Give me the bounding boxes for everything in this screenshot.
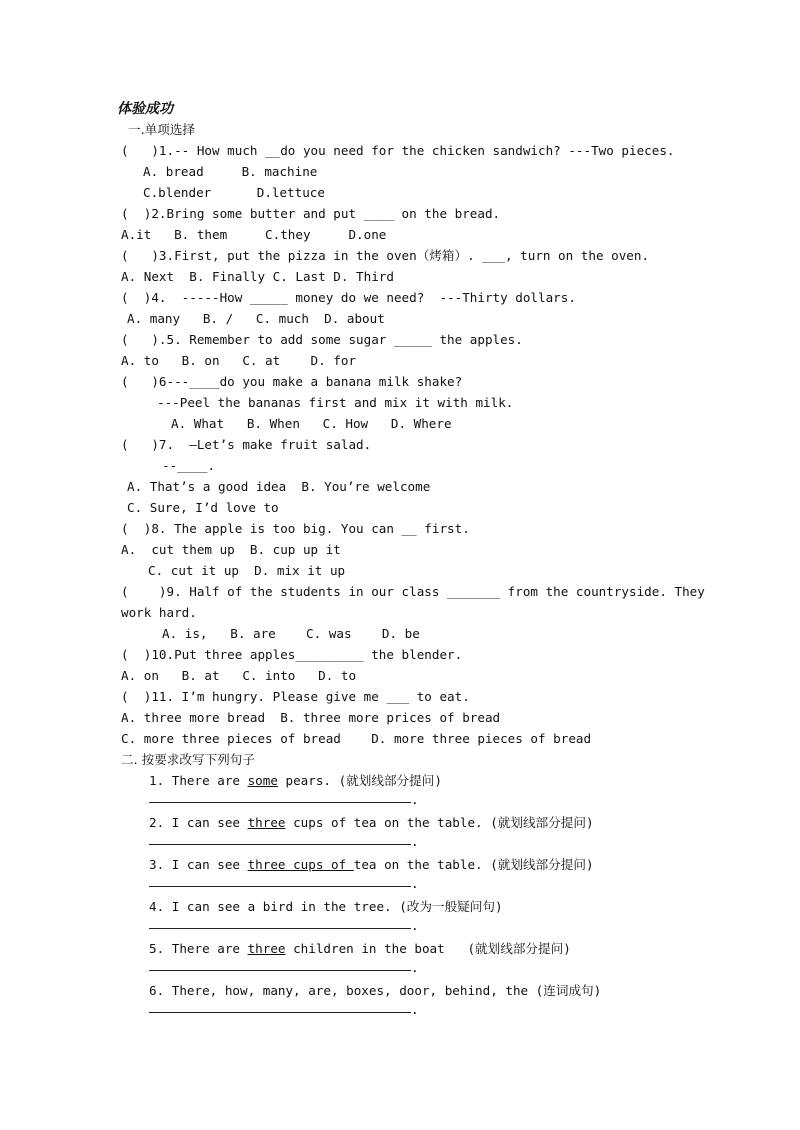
answer-period-1: . [411, 792, 419, 807]
q10-options: A. on B. at C. into D. to [121, 668, 357, 683]
answer-blank-6[interactable] [149, 1012, 411, 1013]
q11-options-b: C. more three pieces of bread D. more three pieces of bread [121, 731, 592, 746]
rewrite-item-5-underlined: three [247, 941, 286, 956]
answer-blank-4[interactable] [149, 928, 411, 929]
q3-question: ( )3.First, put the pizza in the oven（烤箱）. ___, turn on the oven. [121, 248, 650, 263]
q11-question: ( )11. I’m hungry. Please give me ___ to eat. [121, 689, 470, 704]
q4-options: A. many B. / C. much D. about [127, 311, 385, 326]
q9-question-cont: work hard. [121, 605, 197, 620]
q4-question: ( )4. -----How _____ money do we need? ---Thirty dollars. [121, 290, 576, 305]
q10-question: ( )10.Put three apples_________ the blender. [121, 647, 463, 662]
q2-options: A.it B. them C.they D.one [121, 227, 387, 242]
rewrite-item-1-pre: 1. There are [149, 773, 248, 788]
answer-period-2: . [411, 834, 419, 849]
answer-blank-2[interactable] [149, 844, 411, 845]
rewrite-item-3 [149, 857, 594, 873]
q8-options-b: C. cut it up D. mix it up [148, 563, 346, 578]
worksheet-title: 体验成功 [117, 101, 173, 117]
rewrite-item-2-post: cups of tea on the table. (就划线部分提问) [285, 815, 594, 830]
rewrite-item-3-post: tea on the table. (就划线部分提问) [353, 857, 594, 872]
answer-blank-3[interactable] [149, 886, 411, 887]
rewrite-item-5-pre: 5. There are [149, 941, 248, 956]
q11-options-a: A. three more bread B. three more prices of bread [121, 710, 501, 725]
q1-question: ( )1.-- How much __do you need for the chicken sandwich? ---Two pieces. [121, 143, 675, 158]
q7-options-a: A. That’s a good idea B. You’re welcome [127, 479, 431, 494]
answer-period-3: . [411, 876, 419, 891]
rewrite-item-3-underlined: three cups of [247, 857, 354, 872]
rewrite-item-6-pre: 6. There, how, many, are, boxes, door, behind, the (连词成句) [149, 983, 602, 998]
q9-options: A. is, B. are C. was D. be [162, 626, 420, 641]
q7-response-blank: --____. [162, 458, 216, 473]
answer-blank-1[interactable] [149, 802, 411, 803]
rewrite-item-4-pre: 4. I can see a bird in the tree. (改为一般疑问句) [149, 899, 503, 914]
q5-question: ( ).5. Remember to add some sugar _____ the apples. [121, 332, 523, 347]
q6-question: ( )6---____do you make a banana milk shake? [121, 374, 463, 389]
rewrite-item-5-post: children in the boat (就划线部分提问) [285, 941, 571, 956]
rewrite-item-3-pre: 3. I can see [149, 857, 248, 872]
q1-options-b: C.blender D.lettuce [143, 185, 325, 200]
rewrite-item-5 [149, 941, 571, 957]
section2-heading: 二. 按要求改写下列句子 [121, 752, 255, 767]
rewrite-item-6 [149, 983, 601, 999]
q2-question: ( )2.Bring some butter and put ____ on the bread. [121, 206, 501, 221]
q5-options: A. to B. on C. at D. for [121, 353, 357, 368]
answer-blank-5[interactable] [149, 970, 411, 971]
q8-question: ( )8. The apple is too big. You can __ first. [121, 521, 470, 536]
rewrite-item-2-underlined: three [247, 815, 286, 830]
answer-period-4: . [411, 918, 419, 933]
rewrite-item-1 [149, 773, 442, 789]
answer-period-6: . [411, 1002, 419, 1017]
q7-options-b: C. Sure, I’d love to [127, 500, 279, 515]
rewrite-item-1-underlined: some [247, 773, 278, 788]
q7-question: ( )7. –Let’s make fruit salad. [121, 437, 372, 452]
rewrite-item-2 [149, 815, 594, 831]
q8-options-a: A. cut them up B. cup up it [121, 542, 341, 557]
q3-options: A. Next B. Finally C. Last D. Third [121, 269, 394, 284]
q9-question: ( )9. Half of the students in our class _______ from the countryside. They [121, 584, 705, 599]
answer-period-5: . [411, 960, 419, 975]
q1-options-a: A. bread B. machine [143, 164, 318, 179]
section1-heading: 一.单项选择 [128, 122, 195, 137]
rewrite-item-4 [149, 899, 503, 915]
q6-options: A. What B. When C. How D. Where [171, 416, 452, 431]
rewrite-item-2-pre: 2. I can see [149, 815, 248, 830]
rewrite-item-1-post: pears. (就划线部分提问) [277, 773, 442, 788]
q6-answer-line: ---Peel the bananas first and mix it with milk. [157, 395, 514, 410]
